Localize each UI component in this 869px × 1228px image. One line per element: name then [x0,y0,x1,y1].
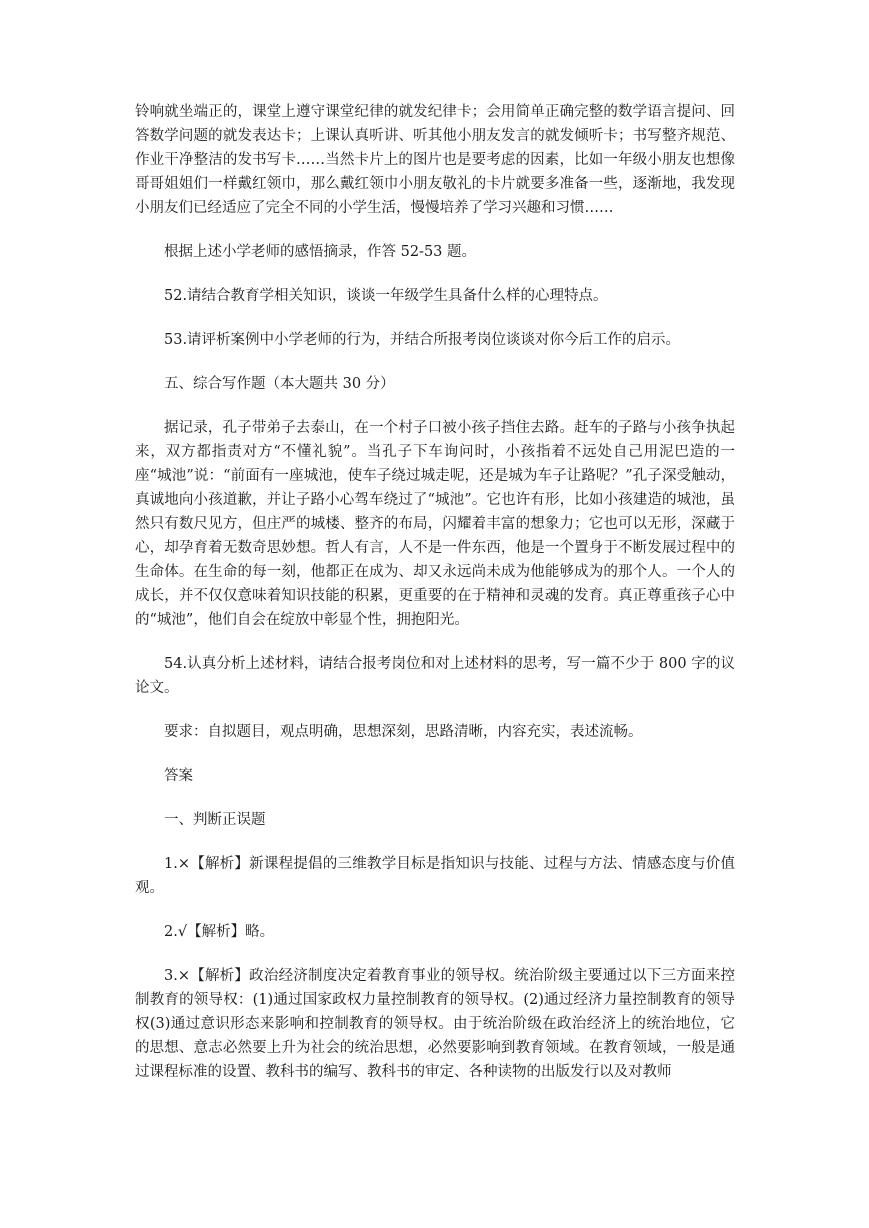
section-heading-writing: 五、综合写作题（本大题共 30 分） [164,376,395,392]
answer-2: 2.√【解析】略。 [164,924,275,940]
question-54: 54.认真分析上述材料，请结合报考岗位和对上述材料的思考，写一篇不少于 800 字的议论文。 [135,656,735,696]
paragraph-instruction: 根据上述小学老师的感悟摘录，作答 52-53 题。 [164,244,477,260]
question-53: 53.请评析案例中小学老师的行为，并结合所报考岗位谈谈对你今后工作的启示。 [164,332,681,348]
section-heading-true-false: 一、判断正误题 [164,812,266,828]
answers-heading: 答案 [164,768,193,784]
document-body [135,100,735,1084]
answer-3: 3.×【解析】政治经济制度决定着教育事业的领导权。统治阶级主要通过以下三方面来控制教育的领导权：(1)通过国家政权力量控制教育的领导权。(2)通过经济力量控制教育的领导权(3)通过意识形态来影响和控制教育的领导权。由于统治阶级在政治经济上的统治地位，它的思想、意志必然要上升为社会的统治思想，必然要影响到教育领域。在教育领域，一般是通过课程标准的设置、教科书的编写、教科书的审定、各种读物的出版发行以及对教师 [135,968,735,1080]
paragraph-confucius-story: 据记录，孔子带弟子去泰山，在一个村子口被小孩子挡住去路。赶车的子路与小孩争执起来，双方都指责对方“不懂礼貌”。当孔子下车询问时，小孩指着不远处自己用泥巴造的一座“城池”说：“前面有一座城池，使车子绕过城走呢，还是城为车子让路呢？”孔子深受触动，真诚地向小孩道歉，并让子路小心驾车绕过了“城池”。它也许有形，比如小孩建造的城池，虽然只有数尺见方，但庄严的城楼、整齐的布局，闪耀着丰富的想象力；它也可以无形，深藏于心，却孕育着无数奇思妙想。哲人有言，人不是一件东西，他是一个置身于不断发展过程中的生命体。在生命的每一刻，他都正在成为、却又永远尚未成为他能够成为的那个人。一个人的成长，并不仅仅意味着知识技能的积累，更重要的在于精神和灵魂的发育。真正尊重孩子心中的“城池”，他们自会在绽放中彰显个性，拥抱阳光。 [135,420,735,628]
paragraph-requirements: 要求：自拟题目，观点明确，思想深刻，思路清晰，内容充实，表述流畅。 [164,724,643,740]
question-52: 52.请结合教育学相关知识，谈谈一年级学生具备什么样的心理特点。 [164,288,608,304]
paragraph-card-rewards: 铃响就坐端正的，课堂上遵守课堂纪律的就发纪律卡；会用简单正确完整的数学语言提问、回答数学问题的就发表达卡；上课认真听讲、听其他小朋友发言的就发倾听卡；书写整齐规范、作业干净整洁的发书写卡……当然卡片上的图片也是要考虑的因素，比如一年级小朋友也想像哥哥姐姐们一样戴红领巾，那么戴红领巾小朋友敬礼的卡片就要多准备一些，逐渐地，我发现小朋友们已经适应了完全不同的小学生活，慢慢培养了学习兴趣和习惯…… [135,104,735,216]
answer-1: 1.×【解析】新课程提倡的三维教学目标是指知识与技能、过程与方法、情感态度与价值观。 [135,856,735,896]
